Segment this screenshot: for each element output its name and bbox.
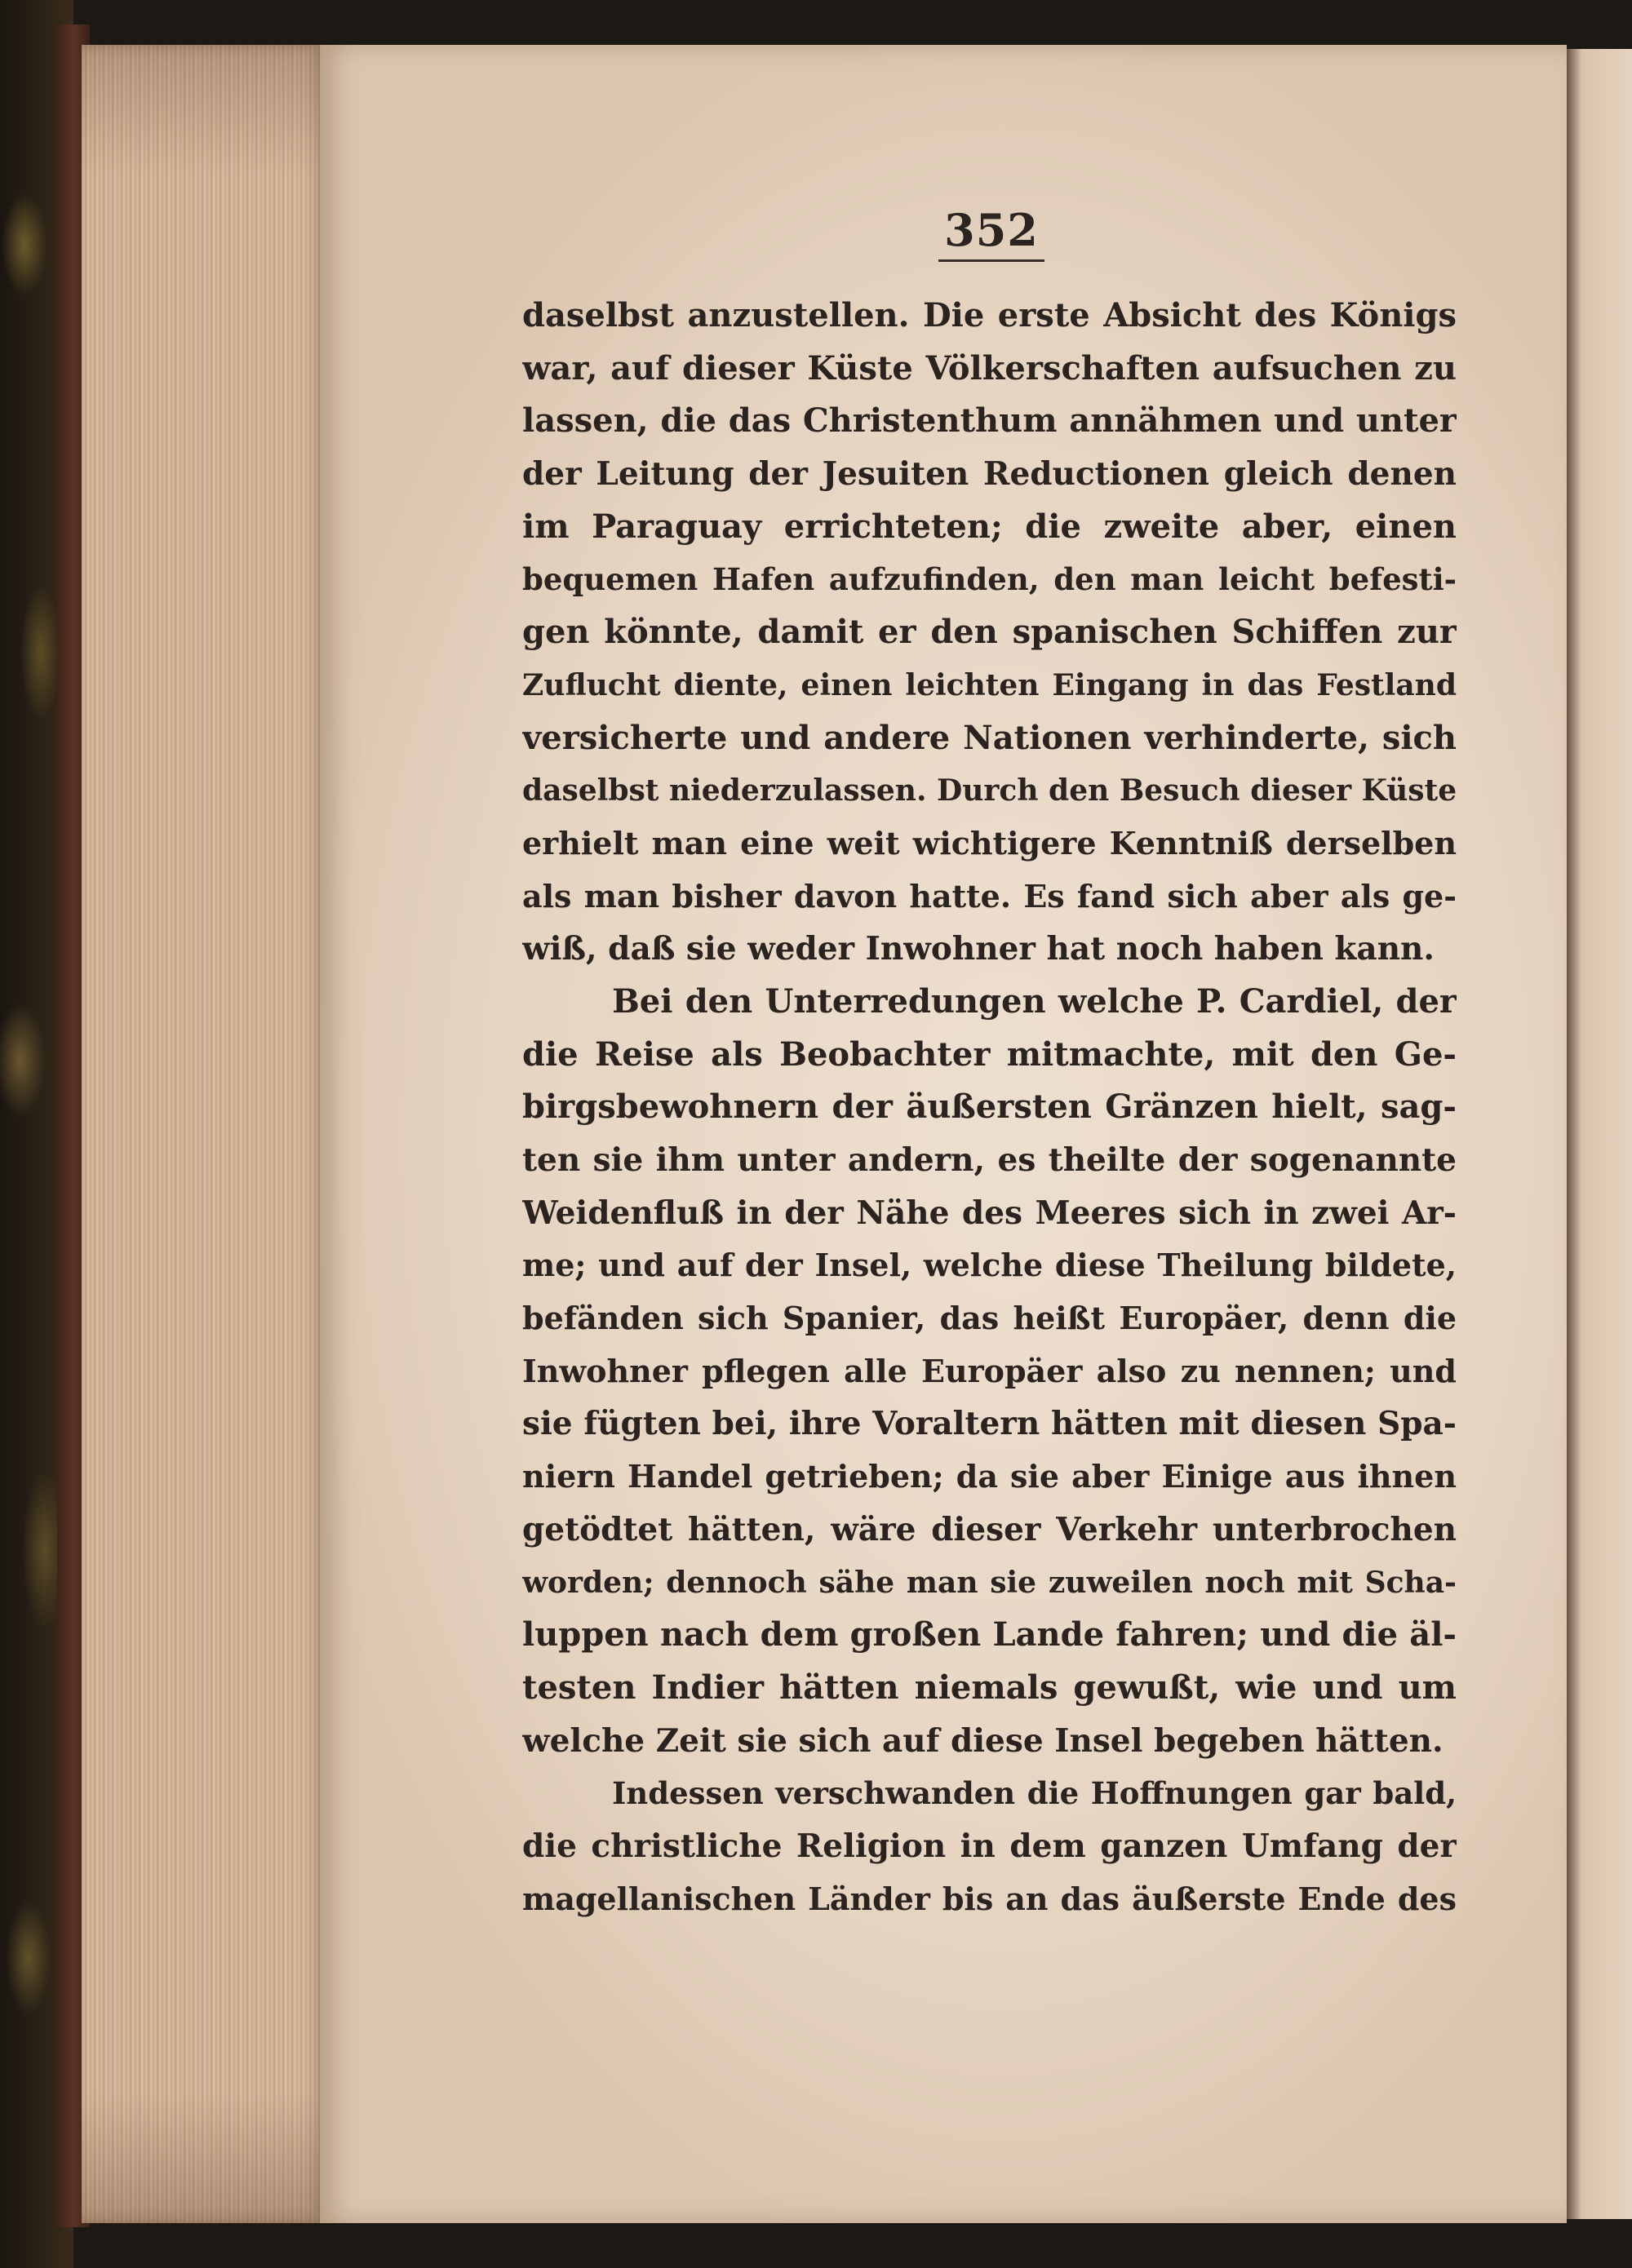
text-line: daselbst anzustellen. Die erste Absicht des Königs (522, 296, 1457, 334)
text-line: me; und auf der Insel, welche diese Theilung bildete, (522, 1247, 1457, 1284)
text-line: ten sie ihm unter andern, es theilte der sogenannte (522, 1141, 1457, 1179)
text-line: war, auf dieser Küste Völkerschaften aufsuchen zu (522, 348, 1457, 388)
text-line: bequemen Hafen aufzufinden, den man leicht befesti- (522, 561, 1457, 598)
text-line: birgsbewohnern der äußersten Gränzen hielt, sag- (522, 1087, 1457, 1127)
text-line: getödtet hätten, wäre dieser Verkehr unterbrochen (522, 1510, 1457, 1548)
page-number-rule (938, 259, 1044, 262)
body-text (522, 290, 1457, 1925)
text-line: die Reise als Beobachter mitmachte, mit den Ge- (522, 1034, 1457, 1074)
text-line: erhielt man eine weit wichtigere Kenntniß derselben (522, 824, 1457, 862)
text-line: lassen, die das Christenthum annähmen und unter (522, 401, 1457, 441)
text-line: luppen nach dem großen Lande fahren; und die äl- (522, 1615, 1457, 1654)
text-line: Weidenfluß in der Nähe des Meeres sich in zwei Ar- (522, 1194, 1457, 1232)
page-number: 352 (944, 204, 1039, 256)
text-line: als man bisher davon hatte. Es fand sich aber als ge- (522, 877, 1457, 915)
text-line: gen könnte, damit er den spanischen Schiffen zur (522, 613, 1457, 652)
text-line: Indessen verschwanden die Hoffnungen gar bald, (612, 1775, 1457, 1812)
text-line: befänden sich Spanier, das heißt Europäer, denn die (522, 1300, 1457, 1337)
text-line: die christliche Religion in dem ganzen Umfang der (522, 1827, 1457, 1865)
text-line: der Leitung der Jesuiten Reductionen gleich denen (522, 455, 1457, 494)
text-line: wiß, daß sie weder Inwohner hat noch haben kann. (522, 930, 1435, 968)
text-line: daselbst niederzulassen. Durch den Besuch dieser Küste (522, 773, 1457, 808)
text-line: magellanischen Länder bis an das äußerste Ende des (522, 1880, 1457, 1917)
text-line: testen Indier hätten niemals gewußt, wie und um (522, 1668, 1457, 1707)
text-line: versicherte und andere Nationen verhinderte, sich (522, 718, 1457, 757)
text-line: Bei den Unterredungen welche P. Cardiel, der (612, 981, 1457, 1021)
text-line: Zuflucht diente, einen leichten Eingang in das Festland (522, 667, 1457, 702)
text-line: niern Handel getrieben; da sie aber Einige aus ihnen (522, 1458, 1457, 1495)
facing-page-edge (1565, 49, 1632, 2219)
text-line: worden; dennoch sähe man sie zuweilen noch mit Scha- (522, 1565, 1457, 1600)
text-line: im Paraguay errichteten; die zweite aber, einen (522, 507, 1457, 546)
text-line: Inwohner pflegen alle Europäer also zu nennen; und (522, 1352, 1457, 1389)
text-line: welche Zeit sie sich auf diese Insel begeben hätten. (522, 1721, 1444, 1760)
text-line: sie fügten bei, ihre Voraltern hätten mit diesen Spa- (522, 1405, 1457, 1443)
page-edges (82, 45, 326, 2223)
